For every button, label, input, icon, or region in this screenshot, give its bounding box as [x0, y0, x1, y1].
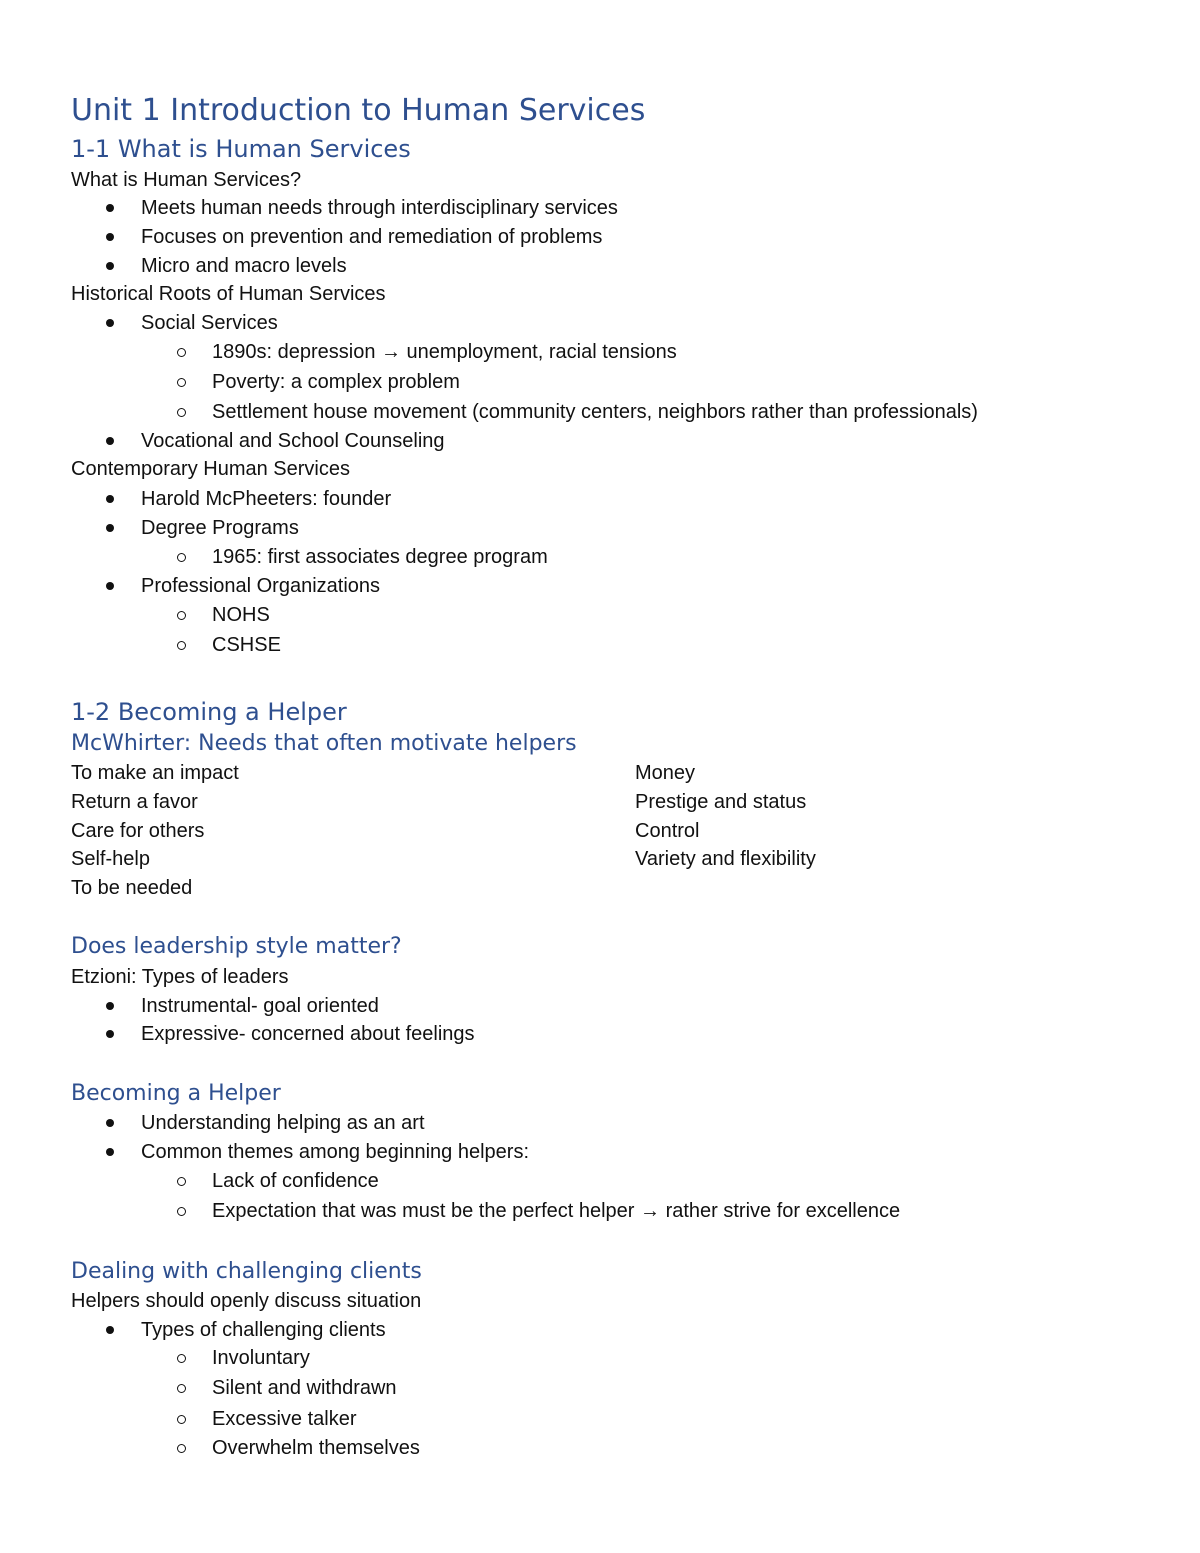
- bullet-icon: [106, 1030, 114, 1038]
- sub-bullet-icon: [177, 611, 186, 620]
- sub-bullet-icon: [177, 553, 186, 562]
- bullet-icon: [106, 262, 114, 270]
- sub-list-item: Settlement house movement (community centers, neighbors rather than professionals): [212, 401, 978, 423]
- question-what-is-human-services: What is Human Services?: [71, 169, 302, 191]
- sub-list-item: Involuntary: [212, 1347, 310, 1369]
- sub-bullet-icon: [177, 1384, 186, 1393]
- needs-left-item: Self-help: [71, 848, 150, 870]
- list-item: Micro and macro levels: [141, 255, 347, 277]
- needs-left-item: Return a favor: [71, 791, 198, 813]
- sub-bullet-icon: [177, 1177, 186, 1186]
- sub-list-item: Poverty: a complex problem: [212, 371, 460, 393]
- sub-list-item: CSHSE: [212, 634, 281, 656]
- needs-left-item: Care for others: [71, 820, 205, 842]
- sub-list-item: Lack of confidence: [212, 1170, 379, 1192]
- needs-left-item: To make an impact: [71, 762, 239, 784]
- bullet-icon: [106, 319, 114, 327]
- list-item: Focuses on prevention and remediation of problems: [141, 226, 603, 248]
- document-title: Unit 1 Introduction to Human Services: [71, 93, 646, 128]
- sub-bullet-icon: [177, 408, 186, 417]
- section-heading-1-1: 1-1 What is Human Services: [71, 135, 411, 163]
- etzioni-label: Etzioni: Types of leaders: [71, 966, 289, 988]
- sub-bullet-icon: [177, 1415, 186, 1424]
- bullet-icon: [106, 437, 114, 445]
- leadership-heading: Does leadership style matter?: [71, 934, 402, 959]
- needs-right-item: Control: [635, 820, 700, 842]
- bullet-icon: [106, 1002, 114, 1010]
- list-item: Understanding helping as an art: [141, 1112, 425, 1134]
- sub-list-item: Expectation that was must be the perfect helper → rather strive for excellence: [212, 1200, 901, 1222]
- list-item: Instrumental- goal oriented: [141, 995, 379, 1017]
- needs-right-item: Money: [635, 762, 696, 784]
- bullet-icon: [106, 1119, 114, 1127]
- bullet-icon: [106, 233, 114, 241]
- bullet-icon: [106, 582, 114, 590]
- list-item: Common themes among beginning helpers:: [141, 1141, 529, 1163]
- bullet-icon: [106, 1148, 114, 1156]
- sub-bullet-icon: [177, 1207, 186, 1216]
- sub-bullet-icon: [177, 378, 186, 387]
- needs-left-item: To be needed: [71, 877, 193, 899]
- list-item: Types of challenging clients: [141, 1319, 386, 1341]
- list-item: Vocational and School Counseling: [141, 430, 445, 452]
- challenging-clients-heading: Dealing with challenging clients: [71, 1259, 422, 1284]
- list-item: Expressive- concerned about feelings: [141, 1023, 475, 1045]
- bullet-icon: [106, 204, 114, 212]
- mcwhirter-heading: McWhirter: Needs that often motivate helpers: [71, 731, 577, 756]
- needs-right-item: Variety and flexibility: [635, 848, 816, 870]
- list-item: Meets human needs through interdisciplinary services: [141, 197, 618, 219]
- bullet-icon: [106, 1326, 114, 1334]
- section-heading-1-2: 1-2 Becoming a Helper: [71, 698, 347, 726]
- sub-list-item: Excessive talker: [212, 1408, 357, 1430]
- sub-bullet-icon: [177, 1354, 186, 1363]
- list-item: Degree Programs: [141, 517, 299, 539]
- sub-list-item: NOHS: [212, 604, 270, 626]
- becoming-helper-heading: Becoming a Helper: [71, 1081, 281, 1106]
- sub-list-item: 1890s: depression → unemployment, racial tensions: [212, 341, 677, 363]
- list-item: Harold McPheeters: founder: [141, 488, 392, 510]
- sub-list-item: 1965: first associates degree program: [212, 546, 548, 568]
- bullet-icon: [106, 495, 114, 503]
- sub-bullet-icon: [177, 348, 186, 357]
- challenging-intro: Helpers should openly discuss situation: [71, 1290, 422, 1312]
- sub-bullet-icon: [177, 641, 186, 650]
- contemporary-label: Contemporary Human Services: [71, 458, 350, 480]
- sub-list-item: Silent and withdrawn: [212, 1377, 397, 1399]
- needs-right-item: Prestige and status: [635, 791, 807, 813]
- sub-list-item: Overwhelm themselves: [212, 1437, 420, 1459]
- list-item: Social Services: [141, 312, 278, 334]
- list-item: Professional Organizations: [141, 575, 381, 597]
- historical-roots-label: Historical Roots of Human Services: [71, 283, 386, 305]
- bullet-icon: [106, 524, 114, 532]
- sub-bullet-icon: [177, 1444, 186, 1453]
